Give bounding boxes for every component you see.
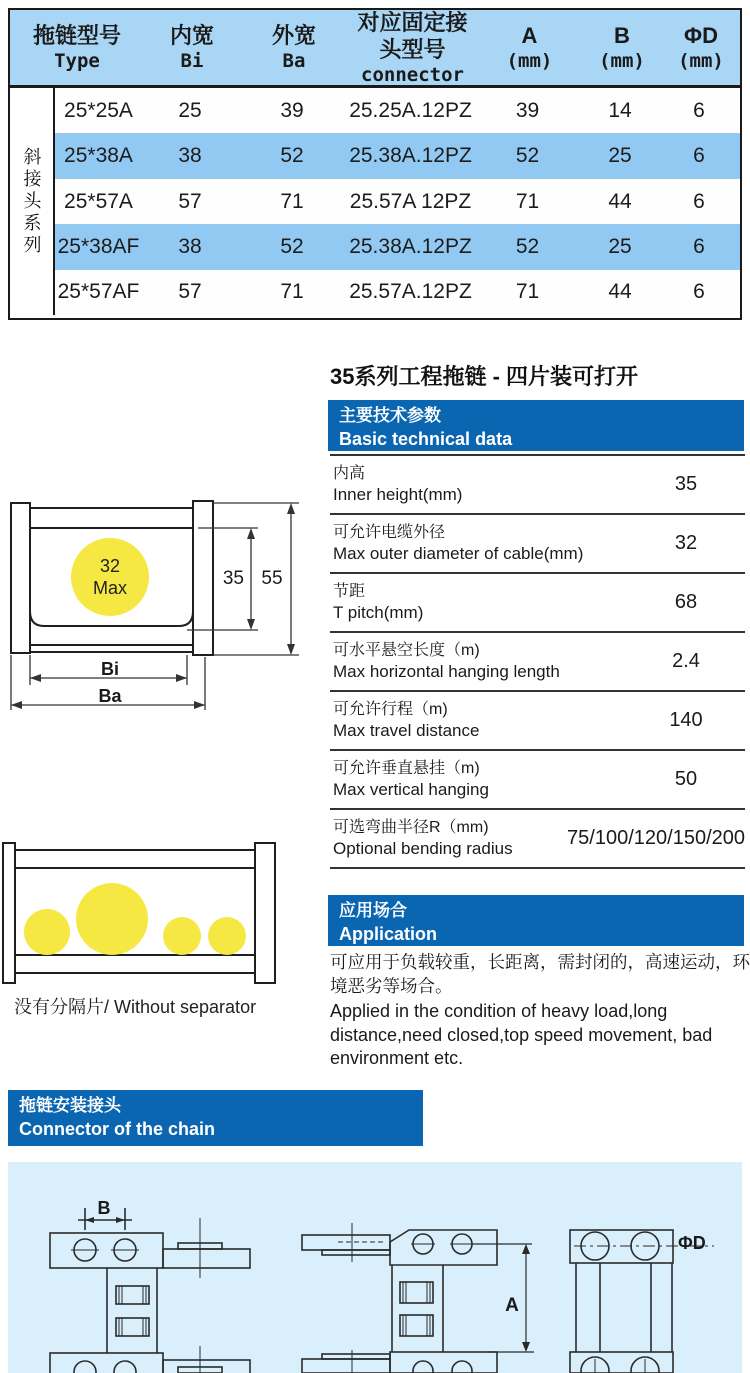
- chain-without-separator-diagram: [0, 840, 290, 990]
- tech-value: 35: [674, 473, 698, 495]
- header-outer-width: 外宽 Ba: [271, 23, 316, 72]
- spec-table-rows: [55, 88, 740, 315]
- dim-a-label: A: [505, 1295, 519, 1316]
- connector-header: 拖链安装接头 Connector of the chain: [8, 1090, 423, 1146]
- tech-params-table: [330, 454, 745, 869]
- tech-row: 可选弯曲半径R（mm) Optional bending radius 75/100/120/150/200: [330, 808, 745, 867]
- dim-b-label: B: [97, 1198, 111, 1218]
- header-connector: 对应固定接头型号 connector: [357, 9, 468, 86]
- page-title: 35系列工程拖链 - 四片装可打开: [330, 364, 639, 389]
- table-row: 25*57A 57 71 25.57A 12PZ 71 44 6: [55, 179, 740, 224]
- tech-value: 75/100/120/150/200: [567, 827, 745, 849]
- application-header: 应用场合 Application: [328, 895, 744, 946]
- tech-value: 68: [674, 591, 698, 613]
- table-row: 25*38AF 38 52 25.38A.12PZ 52 25 6: [55, 224, 740, 269]
- chain-cross-section-diagram: [8, 495, 308, 720]
- separator-caption: 没有分隔片/ Without separator: [14, 997, 257, 1017]
- outer-height-dim: 55: [261, 568, 283, 589]
- tech-value: 2.4: [672, 650, 700, 672]
- tech-row: 可允许电缆外径 Max outer diameter of cable(mm) 32: [330, 513, 745, 572]
- tech-row: 内高 Inner height(mm) 35: [330, 454, 745, 513]
- table-row: 25*25A 25 39 25.25A.12PZ 39 14 6: [55, 88, 740, 133]
- cable-circles: [24, 883, 246, 955]
- tech-value: 50: [674, 768, 698, 790]
- tech-row: 可允许垂直悬挂（m) Max vertical hanging 50: [330, 749, 745, 808]
- spec-table: [8, 8, 742, 320]
- tech-row: 节距 T pitch(mm) 68: [330, 572, 745, 631]
- spec-table-header: [10, 10, 740, 88]
- table-row: 25*38A 38 52 25.38A.12PZ 52 25 6: [55, 133, 740, 178]
- header-dim-a: A (mm): [506, 23, 553, 72]
- dim-phi-d-label: ΦD: [678, 1233, 706, 1253]
- tech-value: 140: [669, 709, 703, 731]
- cable-diameter-label: 32: [99, 556, 121, 576]
- series-label-cell: [10, 88, 55, 315]
- tech-row: 可水平悬空长度（m) Max horizontal hanging length 2.4: [330, 631, 745, 690]
- series-label: 斜接头系列: [21, 146, 42, 257]
- header-dim-d: ΦD (mm): [678, 23, 724, 72]
- tech-params-header: 主要技术参数 Basic technical data: [328, 400, 744, 451]
- max-cable-circle: [71, 538, 149, 616]
- outer-width-dim: Ba: [98, 686, 122, 706]
- header-inner-width: 内宽 Bi: [169, 23, 214, 72]
- connector-drawings-panel: [8, 1160, 742, 1373]
- header-type: 拖链型号 Type: [32, 23, 121, 72]
- tech-row: 可允许行程（m) Max travel distance 140: [330, 690, 745, 749]
- tech-value: 32: [674, 532, 698, 554]
- table-row: 25*57AF 57 71 25.57A.12PZ 71 44 6: [55, 270, 740, 315]
- inner-height-dim: 35: [222, 568, 244, 589]
- cable-max-label: Max: [92, 578, 128, 598]
- inner-width-dim: Bi: [101, 659, 119, 679]
- header-dim-b: B (mm): [599, 23, 645, 72]
- application-text: 可应用于负载较重，长距离，需封闭的，高速运动，环境恶劣等场合。 Applied in the condition of heavy load,long distance,need closed,top speed movement, bad environment etc.: [330, 952, 750, 1069]
